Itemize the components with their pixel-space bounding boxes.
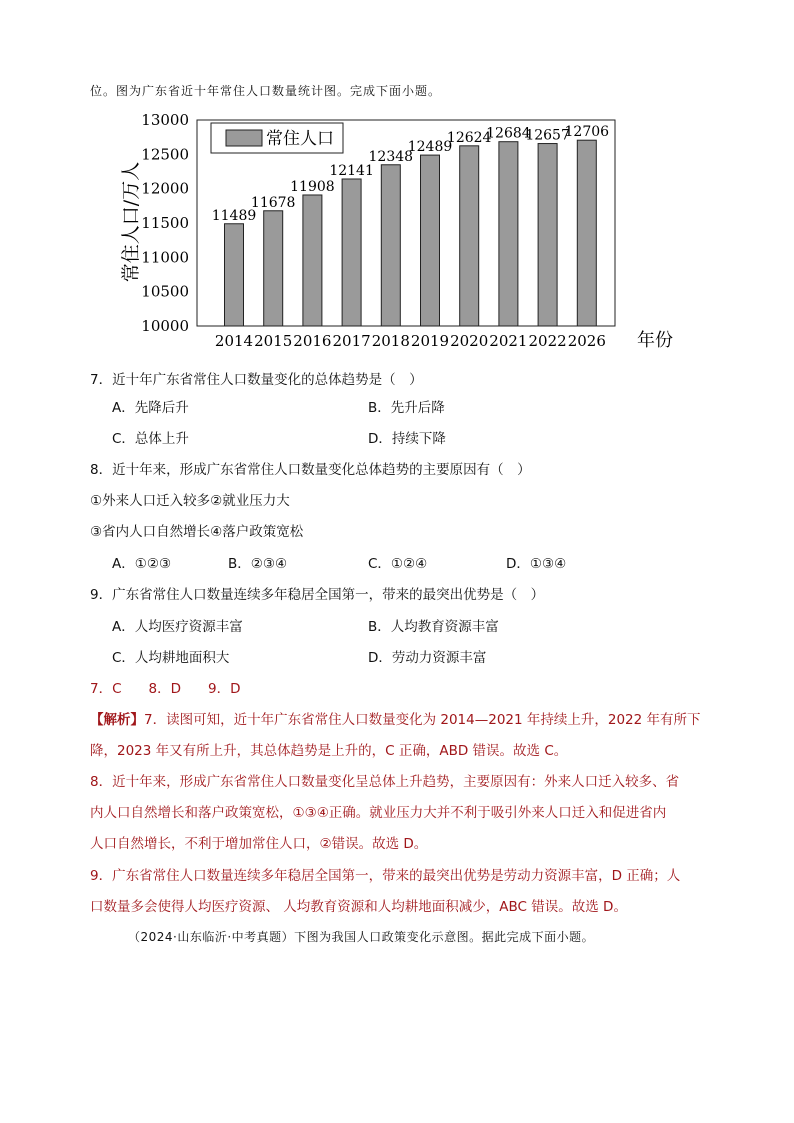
q8-stem: 8．近十年来，形成广东省常住人口数量变化总体趋势的主要原因有（ ）: [90, 462, 531, 478]
x-tick-2019: 2019: [410, 332, 450, 350]
solution-q7-line1: [90, 708, 701, 728]
q7-option-a: A．先降后升: [112, 400, 189, 416]
x-tick-2020: 2020: [450, 332, 489, 350]
x-tick-2022: 2022: [528, 332, 567, 350]
q8-statement-2: ③省内人口自然增长④落户政策宽松: [90, 524, 304, 540]
x-axis-label: 年份: [637, 330, 673, 351]
solution-q8-line1: 8．近十年来，形成广东省常住人口数量变化呈总体上升趋势，主要原因有：外来人口迁入较多、省: [90, 774, 680, 790]
q7-option-b: B．先升后降: [368, 400, 445, 416]
y-tick-12500: 12500: [141, 145, 189, 164]
x-tick-2015: 2015: [254, 332, 293, 350]
y-tick-10000: 10000: [141, 317, 189, 335]
bar-2026: [577, 140, 596, 326]
q9-stem: 9．广东省常住人口数量连续多年稳居全国第一，带来的最突出优势是（ ）: [90, 587, 545, 603]
data-label-2019: 12489: [407, 139, 453, 156]
q9-option-a: A．人均医疗资源丰富: [112, 619, 243, 635]
y-tick-11500: 11500: [141, 214, 189, 232]
q8-option-c: C．①②④: [368, 556, 428, 572]
x-tick-2016: 2016: [293, 332, 332, 350]
solution-q7-line2: 降，2023 年又有所上升，其总体趋势是上升的，C 正确，ABD 错误。故选 C。: [90, 743, 568, 759]
data-label-2021: 12684: [486, 125, 531, 142]
y-tick-13000: 13000: [141, 111, 189, 129]
bar-2018: [381, 165, 400, 326]
data-label-2015: 11678: [250, 194, 296, 211]
q7-option-c: C．总体上升: [112, 431, 189, 447]
y-tick-12000: 12000: [141, 179, 189, 198]
bar-2017: [342, 179, 361, 326]
legend-label: 常住人口: [266, 129, 334, 149]
solution-q8-line2: 内人口自然增长和落户政策宽松，①③④正确。就业压力大并不利于吸引外来人口迁入和促进省内: [90, 805, 667, 821]
x-tick-2021: 2021: [489, 332, 528, 350]
solution-q9-line1: 9．广东省常住人口数量连续多年稳居全国第一，带来的最突出优势是劳动力资源丰富，D 正确；人: [90, 868, 681, 884]
intro-text: 位。图为广东省近十年常住人口数量统计图。完成下面小题。: [90, 84, 442, 98]
data-label-2014: 11489: [211, 207, 257, 224]
bar-2015: [264, 211, 283, 326]
y-ticks-layer: [141, 111, 189, 335]
legend-swatch: [226, 130, 262, 146]
x-ticks-layer: [215, 332, 606, 350]
x-tick-2017: 2017: [332, 332, 371, 350]
data-label-2018: 12348: [368, 148, 414, 165]
x-tick-2026: 2026: [567, 332, 606, 350]
data-label-2022: 12657: [525, 127, 570, 144]
q9-option-c: C．人均耕地面积大: [112, 650, 230, 666]
q7-stem: 7．近十年广东省常住人口数量变化的总体趋势是（ ）: [90, 372, 423, 388]
q7-option-d: D．持续下降: [368, 431, 446, 447]
bar-2020: [460, 146, 479, 326]
data-label-2017: 12141: [329, 162, 374, 179]
bars-layer: [212, 124, 609, 326]
bar-2022: [538, 144, 557, 326]
bar-2016: [303, 195, 322, 326]
data-label-2016: 11908: [290, 178, 335, 195]
q8-option-a: A．①②③: [112, 556, 172, 572]
answer-key: 7．C 8．D 9．D: [90, 681, 241, 697]
x-tick-2018: 2018: [371, 332, 410, 350]
next-question-intro: （2024·山东临沂·中考真题）下图为我国人口政策变化示意图。据此完成下面小题。: [128, 930, 595, 944]
y-tick-10500: 10500: [141, 282, 189, 301]
solution-q8-line3: 人口自然增长，不利于增加常住人口，②错误。故选 D。: [90, 836, 428, 852]
q8-option-b: B．②③④: [228, 556, 288, 572]
x-tick-2014: 2014: [214, 332, 254, 350]
q8-statement-1: ①外来人口迁入较多②就业压力大: [90, 493, 290, 509]
bar-2021: [499, 142, 518, 326]
solution-q7-text: 7．读图可知，近十年广东省常住人口数量变化为 2014—2021 年持续上升，2022 年有所下: [144, 712, 701, 728]
y-tick-11000: 11000: [141, 248, 189, 267]
q8-option-d: D．①③④: [506, 556, 567, 572]
q9-option-d: D．劳动力资源丰富: [368, 650, 487, 666]
solution-tag: 【解析】: [90, 712, 144, 728]
y-axis-label: 常住人口/万人: [120, 161, 142, 283]
data-label-2026: 12706: [564, 124, 610, 141]
bar-2019: [421, 155, 440, 326]
solution-q9-line2: 口数量多会使得人均医疗资源、 人均教育资源和人均耕地面积减少，ABC 错误。故选 D。: [90, 899, 627, 915]
bar-2014: [225, 224, 244, 326]
q9-option-b: B．人均教育资源丰富: [368, 619, 499, 635]
data-label-2020: 12624: [446, 129, 492, 146]
